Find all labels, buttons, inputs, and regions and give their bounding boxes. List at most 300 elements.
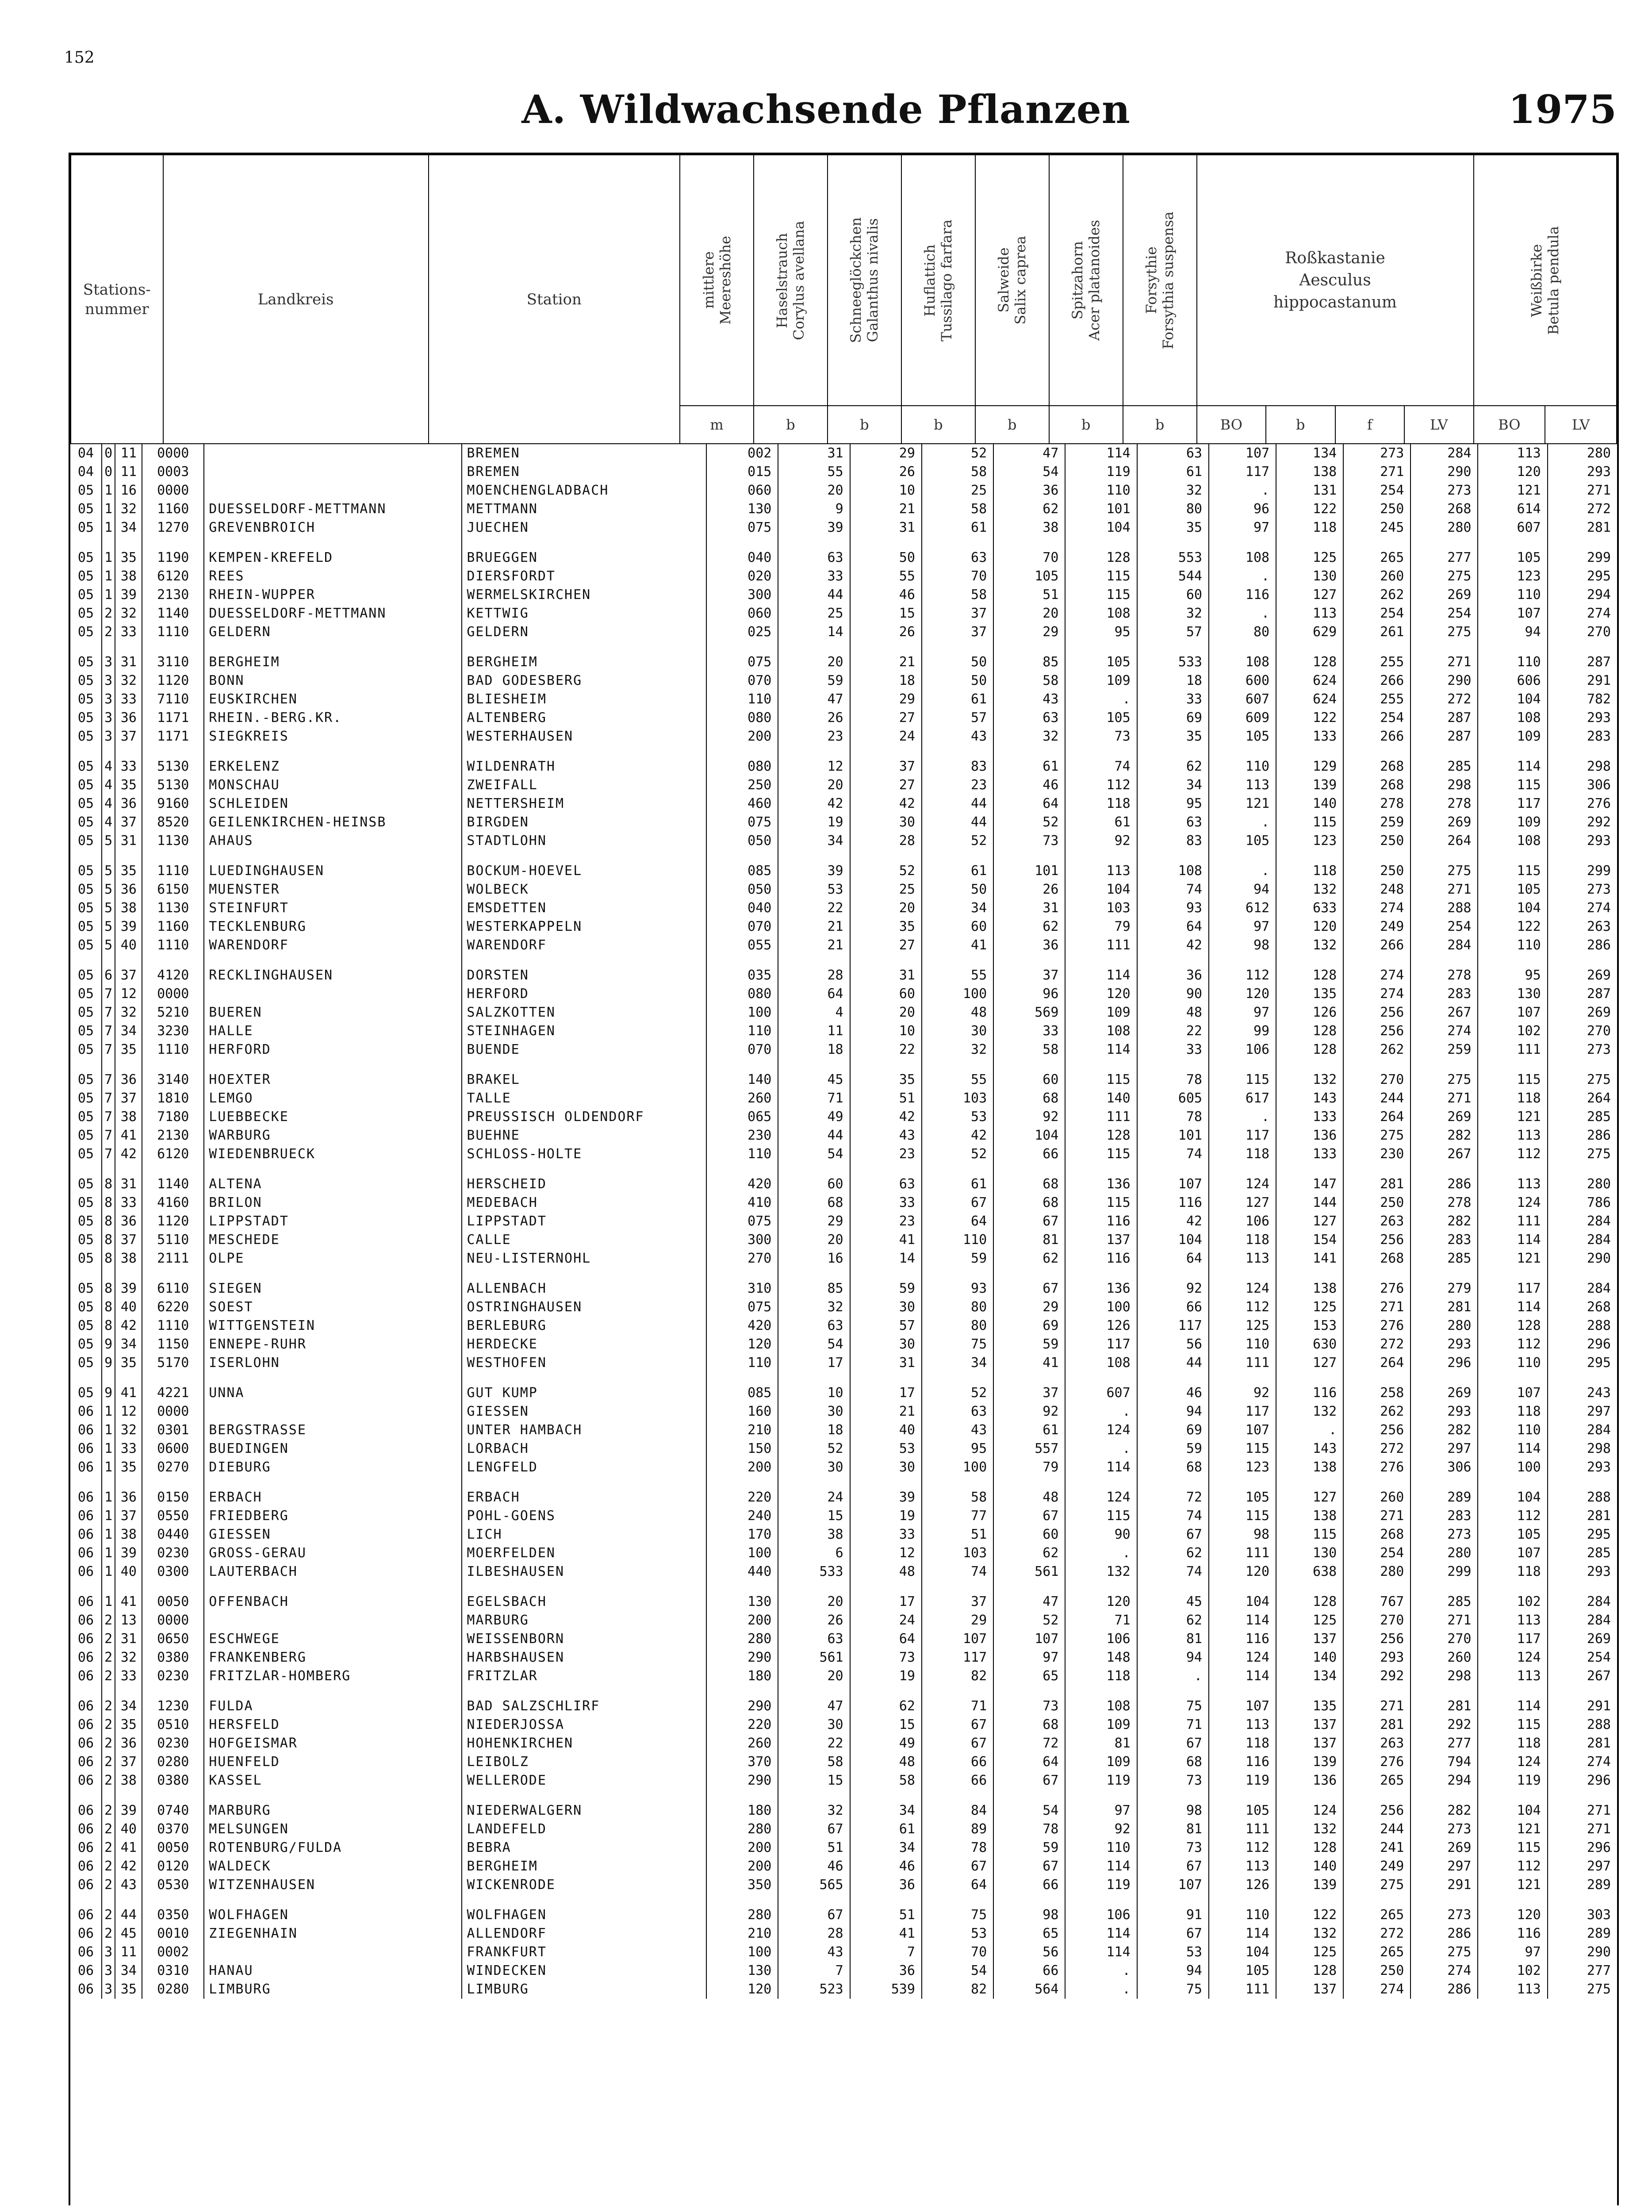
- cell-region: 3: [102, 690, 115, 709]
- cell-maple: 120: [1065, 1593, 1137, 1611]
- cell-snowdrop: 10: [850, 481, 922, 500]
- cell-snowdrop: 22: [850, 1041, 922, 1059]
- cell-district: MARBURG: [204, 1801, 462, 1820]
- cell-chestnut-b: 153: [1276, 1317, 1343, 1335]
- cell-birch-bo: 117: [1478, 795, 1547, 813]
- cell-station: BREMEN: [462, 444, 706, 463]
- cell-chestnut-f: 274: [1343, 985, 1411, 1003]
- cell-willow: 62: [993, 1249, 1065, 1268]
- cell-state: 05: [77, 710, 94, 726]
- cell-hazel: 32: [778, 1298, 850, 1317]
- cell-chestnut-b: 125: [1276, 1611, 1343, 1630]
- cell-snowdrop: 36: [850, 1876, 922, 1894]
- spacer-cell: [102, 1372, 115, 1384]
- cell-snowdrop: 12: [850, 1544, 922, 1563]
- cell-forsythia: 68: [1137, 1753, 1209, 1771]
- cell-birch-bo: 110: [1478, 1354, 1547, 1372]
- cell-maple: 119: [1065, 1876, 1137, 1894]
- cell-birch-bo: 108: [1478, 832, 1547, 850]
- cell-district-code: 32: [115, 500, 142, 518]
- cell-chestnut-b: 154: [1276, 1231, 1343, 1249]
- cell-chestnut-lv: 271: [1411, 1611, 1478, 1630]
- cell-chestnut-b: 129: [1276, 757, 1343, 776]
- cell-district-code: 40: [115, 1563, 142, 1581]
- cell-chestnut-bo: 117: [1209, 1402, 1276, 1421]
- cell-chestnut-lv: 280: [1411, 1317, 1478, 1335]
- cell-chestnut-f: 244: [1343, 1089, 1411, 1108]
- cell-district: ALTENA: [204, 1175, 462, 1194]
- cell-snowdrop: 57: [850, 1317, 922, 1335]
- cell-altitude: 260: [706, 1734, 778, 1753]
- cell-maple: 126: [1065, 1317, 1137, 1335]
- cell-altitude: 220: [706, 1716, 778, 1734]
- cell-chestnut-lv: 289: [1411, 1488, 1478, 1507]
- cell-birch-bo: 115: [1478, 776, 1547, 795]
- cell-region: 1: [102, 1458, 115, 1477]
- cell-snowdrop: 23: [850, 1145, 922, 1164]
- cell-altitude: 075: [706, 1298, 778, 1317]
- cell-coltsfoot: 61: [922, 690, 993, 709]
- cell-chestnut-b: 132: [1276, 1071, 1343, 1089]
- cell-chestnut-b: 138: [1276, 1279, 1343, 1298]
- cell-birch-lv: 287: [1548, 985, 1617, 1003]
- cell-altitude: 060: [706, 604, 778, 623]
- cell-birch-lv: 297: [1548, 1857, 1617, 1876]
- cell-snowdrop: 51: [850, 1906, 922, 1924]
- cell-willow: 67: [993, 1279, 1065, 1298]
- spacer-cell: [70, 1372, 102, 1384]
- cell-birch-bo: 121: [1478, 1249, 1547, 1268]
- cell-state: 05: [77, 568, 94, 584]
- cell-station: POHL-GOENS: [462, 1507, 706, 1525]
- cell-coltsfoot: 42: [922, 1126, 993, 1145]
- cell-birch-lv: 288: [1548, 1716, 1617, 1734]
- cell-station: ILBESHAUSEN: [462, 1563, 706, 1581]
- cell-district-code: 36: [115, 1734, 142, 1753]
- spacer-cell: [922, 1268, 993, 1279]
- altitude-label: mittlere Meereshöhe: [700, 236, 734, 325]
- cell-station-code: 4160: [142, 1194, 204, 1212]
- cell-state: 06: [77, 1613, 94, 1628]
- cell-hazel: 42: [778, 795, 850, 813]
- table-row: [70, 1857, 1617, 1876]
- table-row: [70, 1544, 1617, 1563]
- cell-station-code: 0000: [142, 1402, 204, 1421]
- cell-maple: 148: [1065, 1648, 1137, 1667]
- cell-forsythia: 62: [1137, 1611, 1209, 1630]
- cell-coltsfoot: 82: [922, 1667, 993, 1686]
- cell-chestnut-lv: 298: [1411, 1667, 1478, 1686]
- cell-forsythia: 36: [1137, 966, 1209, 985]
- cell-forsythia: 83: [1137, 832, 1209, 850]
- cell-birch-lv: 285: [1548, 1544, 1617, 1563]
- table-row: [70, 1962, 1617, 1980]
- spacer-cell: [102, 955, 115, 966]
- table-row: [70, 1354, 1617, 1372]
- cell-station: NEU-LISTERNOHL: [462, 1249, 706, 1268]
- cell-district: WIEDENBRUECK: [204, 1145, 462, 1164]
- table-row: [70, 1648, 1617, 1667]
- spacer-cell: [1065, 1686, 1137, 1697]
- spacer-cell: [204, 1894, 462, 1906]
- willow-label: Salweide Salix caprea: [995, 236, 1029, 325]
- spacer-cell: [1137, 955, 1209, 966]
- spacer-cell: [1343, 1372, 1411, 1384]
- cell-willow: 59: [993, 1839, 1065, 1857]
- table-row: [70, 1384, 1617, 1402]
- cell-state: 06: [77, 1982, 94, 1997]
- cell-coltsfoot: 30: [922, 1022, 993, 1041]
- spacer-cell: [102, 1686, 115, 1697]
- cell-station-code: 8520: [142, 813, 204, 832]
- cell-region: 3: [102, 1980, 115, 1999]
- spacer-cell: [1343, 746, 1411, 757]
- cell-station: BRAKEL: [462, 1071, 706, 1089]
- cell-birch-lv: 296: [1548, 1839, 1617, 1857]
- cell-birch-bo: 109: [1478, 813, 1547, 832]
- cell-region: 2: [102, 1697, 115, 1716]
- spacer-cell: [993, 1686, 1065, 1697]
- cell-coltsfoot: 50: [922, 880, 993, 899]
- cell-chestnut-b: .: [1276, 1421, 1343, 1440]
- cell-station-code: 0150: [142, 1488, 204, 1507]
- spacer-cell: [1411, 1268, 1478, 1279]
- cell-coltsfoot: 43: [922, 1421, 993, 1440]
- cell-district: [204, 985, 462, 1003]
- cell-altitude: 200: [706, 1611, 778, 1630]
- table-row: [70, 1279, 1617, 1298]
- cell-altitude: 210: [706, 1421, 778, 1440]
- cell-chestnut-b: 128: [1276, 1839, 1343, 1857]
- cell-willow: 68: [993, 1175, 1065, 1194]
- cell-birch-bo: 110: [1478, 1421, 1547, 1440]
- spacer-cell: [204, 1477, 462, 1488]
- cell-hazel: 23: [778, 727, 850, 746]
- cell-chestnut-f: 266: [1343, 936, 1411, 955]
- cell-forsythia: 33: [1137, 1041, 1209, 1059]
- cell-forsythia: 72: [1137, 1488, 1209, 1507]
- cell-district: BUEDINGEN: [204, 1440, 462, 1458]
- cell-station-code: 3140: [142, 1071, 204, 1089]
- cell-hazel: 18: [778, 1041, 850, 1059]
- spacer-cell: [993, 1268, 1065, 1279]
- spacer-cell: [204, 1164, 462, 1175]
- cell-district: LIPPSTADT: [204, 1212, 462, 1231]
- cell-birch-lv: 269: [1548, 1630, 1617, 1648]
- cell-station-code: 0270: [142, 1458, 204, 1477]
- cell-snowdrop: 58: [850, 1771, 922, 1790]
- cell-station: ALTENBERG: [462, 709, 706, 727]
- cell-altitude: 120: [706, 1335, 778, 1354]
- cell-birch-bo: 110: [1478, 936, 1547, 955]
- spacer-cell: [462, 1581, 706, 1593]
- cell-chestnut-bo: .: [1209, 1108, 1276, 1126]
- cell-birch-bo: 102: [1478, 1962, 1547, 1980]
- cell-district: BUEREN: [204, 1003, 462, 1022]
- cell-snowdrop: 61: [850, 1820, 922, 1839]
- cell-district: UNNA: [204, 1384, 462, 1402]
- cell-birch-lv: 293: [1548, 463, 1617, 481]
- cell-hazel: 12: [778, 757, 850, 776]
- birch-header: [1474, 155, 1617, 406]
- cell-hazel: 15: [778, 1771, 850, 1790]
- cell-district-code: 32: [115, 1421, 142, 1440]
- cell-snowdrop: 26: [850, 463, 922, 481]
- cell-chestnut-lv: 282: [1411, 1126, 1478, 1145]
- cell-hazel: 53: [778, 880, 850, 899]
- cell-district-code: 37: [115, 1753, 142, 1771]
- cell-chestnut-b: 132: [1276, 936, 1343, 955]
- cell-maple: 109: [1065, 1716, 1137, 1734]
- cell-snowdrop: 51: [850, 1089, 922, 1108]
- spacer-cell: [102, 850, 115, 862]
- cell-region: 1: [102, 1440, 115, 1458]
- cell-coltsfoot: 52: [922, 1145, 993, 1164]
- cell-district: RECKLINGHAUSEN: [204, 966, 462, 985]
- cell-state: 05: [77, 900, 94, 916]
- cell-station-code: 1110: [142, 623, 204, 641]
- cell-state: 05: [77, 1109, 94, 1125]
- cell-birch-lv: 285: [1548, 1108, 1617, 1126]
- cell-region: 5: [102, 880, 115, 899]
- cell-altitude: 290: [706, 1648, 778, 1667]
- cell-chestnut-bo: 113: [1209, 1716, 1276, 1734]
- cell-forsythia: 71: [1137, 1716, 1209, 1734]
- cell-snowdrop: 7: [850, 1943, 922, 1962]
- cell-forsythia: 67: [1137, 1525, 1209, 1544]
- spacer-cell: [1209, 537, 1276, 549]
- cell-chestnut-f: 266: [1343, 672, 1411, 690]
- cell-chestnut-f: 265: [1343, 1906, 1411, 1924]
- cell-chestnut-lv: 268: [1411, 500, 1478, 518]
- cell-birch-lv: 786: [1548, 1194, 1617, 1212]
- cell-chestnut-b: 131: [1276, 481, 1343, 500]
- spacer-cell: [115, 850, 142, 862]
- cell-altitude: 015: [706, 463, 778, 481]
- cell-birch-bo: 107: [1478, 1003, 1547, 1022]
- group-spacer: [70, 1477, 1617, 1488]
- cell-willow: 60: [993, 1071, 1065, 1089]
- cell-district: FRANKENBERG: [204, 1648, 462, 1667]
- cell-district-code: 31: [115, 1630, 142, 1648]
- cell-willow: 64: [993, 1753, 1065, 1771]
- cell-chestnut-lv: 272: [1411, 690, 1478, 709]
- chestnut-header: [1197, 155, 1474, 406]
- cell-chestnut-b: 130: [1276, 1544, 1343, 1563]
- cell-chestnut-b: 136: [1276, 1771, 1343, 1790]
- cell-willow: 62: [993, 500, 1065, 518]
- cell-forsythia: 94: [1137, 1648, 1209, 1667]
- cell-station-code: 0010: [142, 1924, 204, 1943]
- cell-station: WESTERHAUSEN: [462, 727, 706, 746]
- table-row: [70, 1611, 1617, 1630]
- cell-birch-lv: 275: [1548, 1145, 1617, 1164]
- cell-district: HERSFELD: [204, 1716, 462, 1734]
- cell-chestnut-f: 256: [1343, 1003, 1411, 1022]
- cell-station-code: 1110: [142, 862, 204, 880]
- cell-chestnut-bo: 116: [1209, 586, 1276, 604]
- snowdrop-label: Schneeglöckchen Galanthus nivalis: [847, 217, 882, 343]
- cell-state: 06: [77, 1877, 94, 1893]
- cell-altitude: 280: [706, 1906, 778, 1924]
- cell-region: 5: [102, 832, 115, 850]
- cell-district-code: 39: [115, 1279, 142, 1298]
- spacer-cell: [1411, 1372, 1478, 1384]
- cell-birch-bo: 606: [1478, 672, 1547, 690]
- cell-altitude: 130: [706, 500, 778, 518]
- cell-chestnut-f: 264: [1343, 1354, 1411, 1372]
- spacer-cell: [462, 746, 706, 757]
- cell-maple: .: [1065, 1962, 1137, 1980]
- cell-forsythia: 35: [1137, 727, 1209, 746]
- cell-region: 5: [102, 918, 115, 936]
- cell-station: LICH: [462, 1525, 706, 1544]
- cell-hazel: 565: [778, 1876, 850, 1894]
- cell-willow: 66: [993, 1962, 1065, 1980]
- spacer-cell: [850, 1581, 922, 1593]
- cell-birch-lv: 254: [1548, 1648, 1617, 1667]
- cell-maple: .: [1065, 690, 1137, 709]
- cell-coltsfoot: 44: [922, 795, 993, 813]
- cell-birch-lv: 296: [1548, 1771, 1617, 1790]
- cell-chestnut-bo: .: [1209, 567, 1276, 586]
- cell-forsythia: 75: [1137, 1697, 1209, 1716]
- cell-chestnut-f: 276: [1343, 1458, 1411, 1477]
- cell-snowdrop: 48: [850, 1753, 922, 1771]
- cell-chestnut-b: 133: [1276, 1108, 1343, 1126]
- spacer-cell: [1478, 1894, 1547, 1906]
- cell-state: 05: [77, 1318, 94, 1333]
- spacer-cell: [142, 1268, 204, 1279]
- cell-district: ESCHWEGE: [204, 1630, 462, 1648]
- cell-maple: 118: [1065, 795, 1137, 813]
- cell-station: SALZKOTTEN: [462, 1003, 706, 1022]
- spacer-cell: [1343, 1268, 1411, 1279]
- cell-chestnut-b: 140: [1276, 1648, 1343, 1667]
- cell-willow: 54: [993, 463, 1065, 481]
- cell-maple: 109: [1065, 672, 1137, 690]
- cell-district-code: 11: [115, 444, 142, 463]
- cell-birch-lv: 291: [1548, 672, 1617, 690]
- table-row: [70, 500, 1617, 518]
- cell-region: 2: [102, 1820, 115, 1839]
- cell-district: OLPE: [204, 1249, 462, 1268]
- cell-maple: 109: [1065, 1003, 1137, 1022]
- cell-station: BOCKUM-HOEVEL: [462, 862, 706, 880]
- spacer-cell: [1209, 641, 1276, 653]
- cell-willow: 68: [993, 1089, 1065, 1108]
- spacer-cell: [850, 641, 922, 653]
- spacer-cell: [850, 1372, 922, 1384]
- cell-chestnut-f: 275: [1343, 1126, 1411, 1145]
- cell-forsythia: 92: [1137, 1279, 1209, 1298]
- cell-chestnut-bo: 111: [1209, 1354, 1276, 1372]
- table-row: [70, 880, 1617, 899]
- cell-chestnut-f: 241: [1343, 1839, 1411, 1857]
- cell-district-code: 12: [115, 985, 142, 1003]
- cell-altitude: 035: [706, 966, 778, 985]
- spacer-cell: [462, 955, 706, 966]
- cell-station: BLIESHEIM: [462, 690, 706, 709]
- cell-hazel: 55: [778, 463, 850, 481]
- cell-altitude: 100: [706, 1544, 778, 1563]
- cell-maple: 116: [1065, 1249, 1137, 1268]
- cell-forsythia: 74: [1137, 880, 1209, 899]
- cell-station-code: 0230: [142, 1667, 204, 1686]
- spacer-cell: [204, 746, 462, 757]
- spacer-cell: [1137, 1268, 1209, 1279]
- spacer-cell: [142, 641, 204, 653]
- cell-region: 1: [102, 481, 115, 500]
- cell-birch-bo: 115: [1478, 1839, 1547, 1857]
- spacer-cell: [115, 641, 142, 653]
- cell-birch-lv: 295: [1548, 1354, 1617, 1372]
- cell-birch-bo: 113: [1478, 1175, 1547, 1194]
- cell-state: 06: [77, 1754, 94, 1770]
- cell-altitude: 350: [706, 1876, 778, 1894]
- cell-district: WITZENHAUSEN: [204, 1876, 462, 1894]
- spacer-cell: [1478, 1581, 1547, 1593]
- cell-station: MOENCHENGLADBACH: [462, 481, 706, 500]
- cell-birch-lv: 274: [1548, 604, 1617, 623]
- cell-coltsfoot: 55: [922, 1071, 993, 1089]
- cell-snowdrop: 62: [850, 1697, 922, 1716]
- cell-district-code: 36: [115, 880, 142, 899]
- cell-chestnut-lv: 285: [1411, 1249, 1478, 1268]
- spacer-cell: [70, 1059, 102, 1071]
- spacer-cell: [1137, 1581, 1209, 1593]
- cell-hazel: 4: [778, 1003, 850, 1022]
- cell-state: 05: [77, 759, 94, 774]
- cell-chestnut-f: 293: [1343, 1648, 1411, 1667]
- cell-maple: .: [1065, 1980, 1137, 1999]
- cell-hazel: 29: [778, 1212, 850, 1231]
- cell-willow: 67: [993, 1771, 1065, 1790]
- spacer-cell: [462, 1894, 706, 1906]
- spacer-cell: [1478, 1686, 1547, 1697]
- spacer-cell: [204, 955, 462, 966]
- cell-state: 06: [77, 1404, 94, 1419]
- cell-chestnut-b: 147: [1276, 1175, 1343, 1194]
- table-row: [70, 463, 1617, 481]
- cell-district-code: 38: [115, 899, 142, 918]
- cell-chestnut-b: 133: [1276, 727, 1343, 746]
- cell-state: 04: [77, 464, 94, 480]
- table-row: [70, 1249, 1617, 1268]
- cell-district: REES: [204, 567, 462, 586]
- cell-chestnut-lv: 280: [1411, 518, 1478, 537]
- cell-chestnut-lv: 275: [1411, 1071, 1478, 1089]
- cell-chestnut-lv: 269: [1411, 1839, 1478, 1857]
- cell-birch-bo: 115: [1478, 1071, 1547, 1089]
- spacer-cell: [70, 537, 102, 549]
- cell-birch-lv: 284: [1548, 1593, 1617, 1611]
- cell-birch-bo: 123: [1478, 567, 1547, 586]
- cell-snowdrop: 18: [850, 672, 922, 690]
- table-row: [70, 653, 1617, 672]
- cell-snowdrop: 49: [850, 1734, 922, 1753]
- cell-station: ERBACH: [462, 1488, 706, 1507]
- cell-station-code: 0230: [142, 1734, 204, 1753]
- cell-hazel: 10: [778, 1384, 850, 1402]
- spacer-cell: [1209, 1790, 1276, 1801]
- cell-forsythia: 116: [1137, 1194, 1209, 1212]
- cell-region: 1: [102, 1402, 115, 1421]
- cell-altitude: 040: [706, 899, 778, 918]
- cell-chestnut-bo: 92: [1209, 1384, 1276, 1402]
- cell-station: GUT KUMP: [462, 1384, 706, 1402]
- cell-birch-bo: 114: [1478, 757, 1547, 776]
